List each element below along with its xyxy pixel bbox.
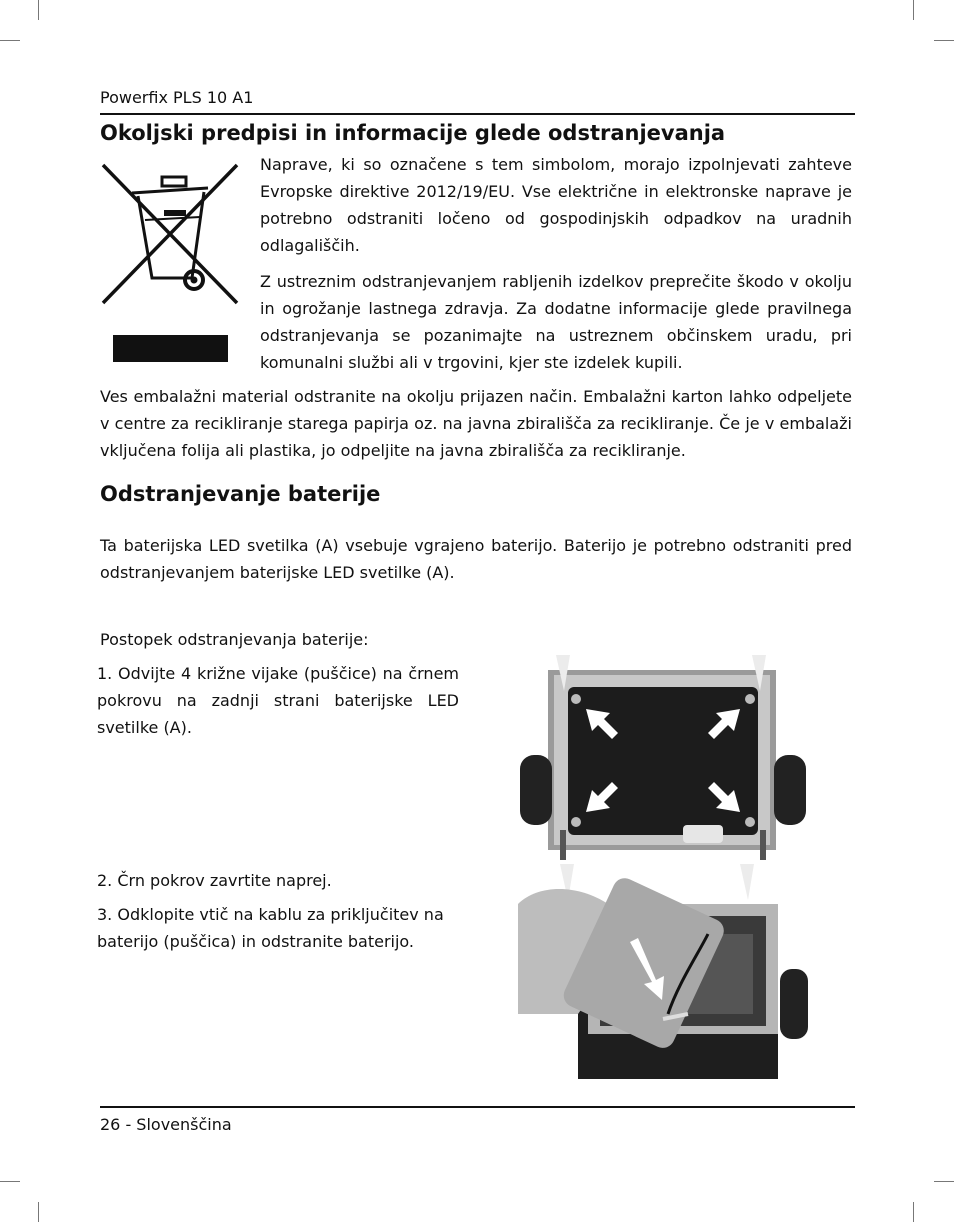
product-header: Powerfix PLS 10 A1: [100, 88, 254, 107]
header-rule: [100, 113, 855, 115]
paragraph-battery-intro: Ta baterijska LED svetilka (A) vsebuje vgrajeno baterijo. Baterijo je potrebno odstraniti pred odstranjevanjem baterijske LED svetilke (A).: [100, 536, 852, 582]
page-number: 26 - Slovenščina: [100, 1115, 232, 1134]
procedure-label: Postopek odstranjevanja baterije:: [100, 630, 369, 649]
paragraph-weee-directive: Naprave, ki so označene s tem simbolom, morajo izpolnjevati zahteve Evropske direktive 2012/19/EU. Vse električne in elektronske naprave je potrebno odstraniti ločeno od gospodinjskih odpadkov na uradnih odlagališčih.: [260, 155, 852, 255]
crossed-out-bin-icon: [100, 160, 240, 365]
crop-mark: [0, 1181, 20, 1182]
step-3: 3. Odklopite vtič na kablu za priključitev na baterijo (puščica) in odstranite baterijo.: [97, 905, 444, 951]
step-1: 1. Odvijte 4 križne vijake (puščice) na črnem pokrovu na zadnji strani baterijske LED svetilke (A).: [97, 664, 459, 737]
crop-mark: [0, 40, 20, 41]
crop-mark: [913, 1202, 914, 1222]
crop-mark: [913, 0, 914, 20]
paragraph-disposal-info: Z ustreznim odstranjevanjem rabljenih izdelkov preprečite škodo v okolju in ogrožanje lastnega zdravja. Za dodatne informacije glede pravilnega odstranjevanja se pozanimajte na ustreznem občinskem uradu, pri komunalni službi ali v trgovini, kjer ste izdelek kupili.: [260, 272, 852, 372]
crop-mark: [38, 1202, 39, 1222]
footer-rule: [100, 1106, 855, 1108]
photo-back-cover-screws: [518, 655, 808, 860]
crop-mark: [934, 40, 954, 41]
crop-mark: [934, 1181, 954, 1182]
step-2: 2. Črn pokrov zavrtite naprej.: [97, 871, 332, 890]
section-title-environment: Okoljski predpisi in informacije glede odstranjevanja: [100, 121, 726, 145]
weee-bin-icon: [100, 160, 240, 365]
crop-mark: [38, 0, 39, 20]
section-title-battery: Odstranjevanje baterije: [100, 482, 381, 506]
paragraph-packaging: Ves embalažni material odstranite na okolju prijazen način. Embalažni karton lahko odpeljete v centre za recikliranje starega papirja oz. na javna zbirališča za recikliranje. Če je v embalaži vključena folija ali plastika, jo odpeljite na javna zbirališča za recikliranje.: [100, 387, 852, 460]
photo-battery-removal: [518, 864, 808, 1079]
